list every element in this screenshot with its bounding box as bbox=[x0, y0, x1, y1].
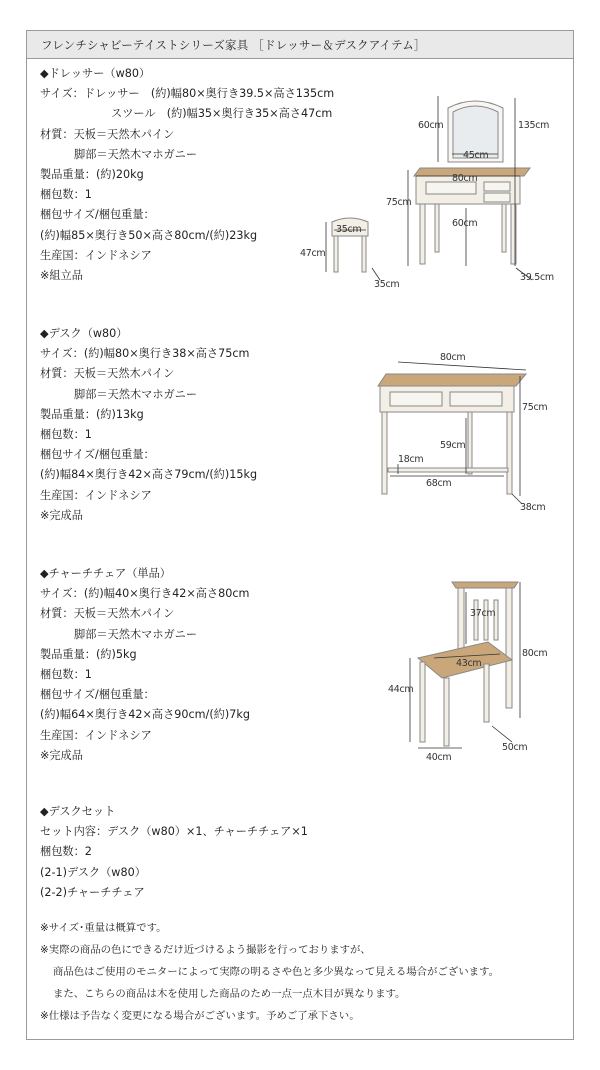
chair-height-label: 80cm bbox=[522, 648, 548, 659]
set-heading: ◆デスクセット bbox=[40, 805, 116, 818]
dresser-material-top: 材質：天板＝天然木パイン bbox=[40, 127, 175, 141]
chair-size: サイズ：(約)幅40×奥行き42×高さ80cm bbox=[40, 587, 250, 601]
dresser-knee-height-label: 60cm bbox=[452, 218, 478, 229]
desk-set-spec bbox=[40, 802, 308, 903]
set-item-chair: (2-2)チャーチチェア bbox=[40, 885, 145, 899]
chair-package-size: (約)幅64×奥行き42×高さ90cm/(約)7kg bbox=[40, 708, 250, 722]
note-1: ※サイズ･重量は概算です。 bbox=[40, 922, 167, 934]
dresser-mirror-height-label: 60cm bbox=[418, 120, 444, 131]
desk-packages: 梱包数：1 bbox=[40, 428, 92, 442]
chair-weight: 製品重量：(約)5kg bbox=[40, 647, 137, 661]
dresser-width-label: 80cm bbox=[452, 173, 478, 184]
dresser-spec bbox=[40, 64, 334, 286]
desk-assembly: ※完成品 bbox=[40, 508, 83, 522]
chair-material-top: 材質：天板＝天然木パイン bbox=[40, 607, 175, 621]
desk-illustration bbox=[376, 340, 566, 520]
note-5: ※仕様は予告なく変更になる場合がございます。予めご了承下さい。 bbox=[40, 1010, 360, 1022]
dresser-depth-label: 39.5cm bbox=[520, 272, 554, 283]
chair-seat-height-label: 44cm bbox=[388, 684, 414, 695]
set-item-desk: (2-1)デスク（w80） bbox=[40, 865, 146, 879]
chair-packages: 梱包数：1 bbox=[40, 668, 92, 682]
chair-depth-label: 50cm bbox=[502, 742, 528, 753]
chair-origin: 生産国：インドネシア bbox=[40, 728, 152, 742]
desk-inner-width-label: 68cm bbox=[426, 478, 452, 489]
note-2: ※実際の商品の色にできるだけ近づけるよう撮影を行っておりますが、 bbox=[40, 944, 371, 956]
desk-weight: 製品重量：(約)13kg bbox=[40, 407, 144, 421]
dresser-packages: 梱包数：1 bbox=[40, 188, 92, 202]
dresser-heading: ◆ドレッサー（w80） bbox=[40, 67, 151, 80]
desk-height-label: 75cm bbox=[522, 402, 548, 413]
desk-material-legs: 脚部＝天然木マホガニー bbox=[74, 387, 198, 401]
desk-spec bbox=[40, 324, 257, 526]
notes bbox=[40, 917, 499, 1027]
stool-size: スツール (約)幅35×奥行き35×高さ47cm bbox=[111, 107, 333, 121]
page-title: フレンチシャビーテイストシリーズ家具 ［ドレッサー＆デスクアイテム］ bbox=[27, 31, 573, 59]
dresser-package-size: (約)幅85×奥行き50×高さ80cm/(約)23kg bbox=[40, 228, 258, 242]
desk-package-label: 梱包サイズ/梱包重量： bbox=[40, 448, 155, 462]
dresser-weight: 製品重量：(約)20kg bbox=[40, 168, 144, 182]
set-packages: 梱包数：2 bbox=[40, 845, 92, 859]
note-4: また、こちらの商品は木を使用した商品のため一点一点木目が異なります。 bbox=[53, 988, 406, 1000]
chair-package-label: 梱包サイズ/梱包重量： bbox=[40, 688, 155, 702]
dresser-assembly: ※組立品 bbox=[40, 269, 83, 283]
dresser-illustration bbox=[300, 90, 570, 300]
dresser-package-label: 梱包サイズ/梱包重量： bbox=[40, 208, 155, 222]
desk-width-label: 80cm bbox=[440, 352, 466, 363]
desk-origin: 生産国：インドネシア bbox=[40, 488, 152, 502]
desk-depth-label: 38cm bbox=[520, 502, 546, 513]
dresser-size: サイズ：ドレッサー (約)幅80×奥行き39.5×高さ135cm bbox=[40, 87, 335, 101]
dresser-mirror-width-label: 45cm bbox=[463, 150, 489, 161]
dresser-table-height-label: 75cm bbox=[386, 197, 412, 208]
chair-spec bbox=[40, 564, 250, 766]
dresser-material-legs: 脚部＝天然木マホガニー bbox=[74, 147, 198, 161]
desk-shelf-height-label: 18cm bbox=[398, 454, 424, 465]
chair-assembly: ※完成品 bbox=[40, 748, 83, 762]
stool-width-label: 35cm bbox=[336, 224, 362, 235]
chair-material-legs: 脚部＝天然木マホガニー bbox=[74, 627, 198, 641]
desk-package-size: (約)幅84×奥行き42×高さ79cm/(約)15kg bbox=[40, 468, 258, 482]
chair-back-height-label: 37cm bbox=[470, 608, 496, 619]
chair-seat-depth-label: 43cm bbox=[456, 658, 482, 669]
dresser-total-height-label: 135cm bbox=[518, 120, 550, 131]
desk-knee-height-label: 59cm bbox=[440, 440, 466, 451]
desk-material-top: 材質：天板＝天然木パイン bbox=[40, 367, 175, 381]
set-contents: セット内容：デスク（w80）×1、チャーチチェア×1 bbox=[40, 825, 308, 839]
note-3: 商品色はご使用のモニターによって実際の明るさや色と多少異なって見える場合がございます。 bbox=[53, 966, 499, 978]
dresser-origin: 生産国：インドネシア bbox=[40, 248, 152, 262]
stool-depth-label: 35cm bbox=[374, 279, 400, 290]
chair-illustration bbox=[388, 578, 558, 768]
stool-height-label: 47cm bbox=[300, 248, 326, 259]
desk-heading: ◆デスク（w80） bbox=[40, 327, 128, 340]
chair-heading: ◆チャーチチェア（単品） bbox=[40, 567, 171, 580]
chair-width-label: 40cm bbox=[426, 752, 452, 763]
desk-size: サイズ：(約)幅80×奥行き38×高さ75cm bbox=[40, 347, 250, 361]
